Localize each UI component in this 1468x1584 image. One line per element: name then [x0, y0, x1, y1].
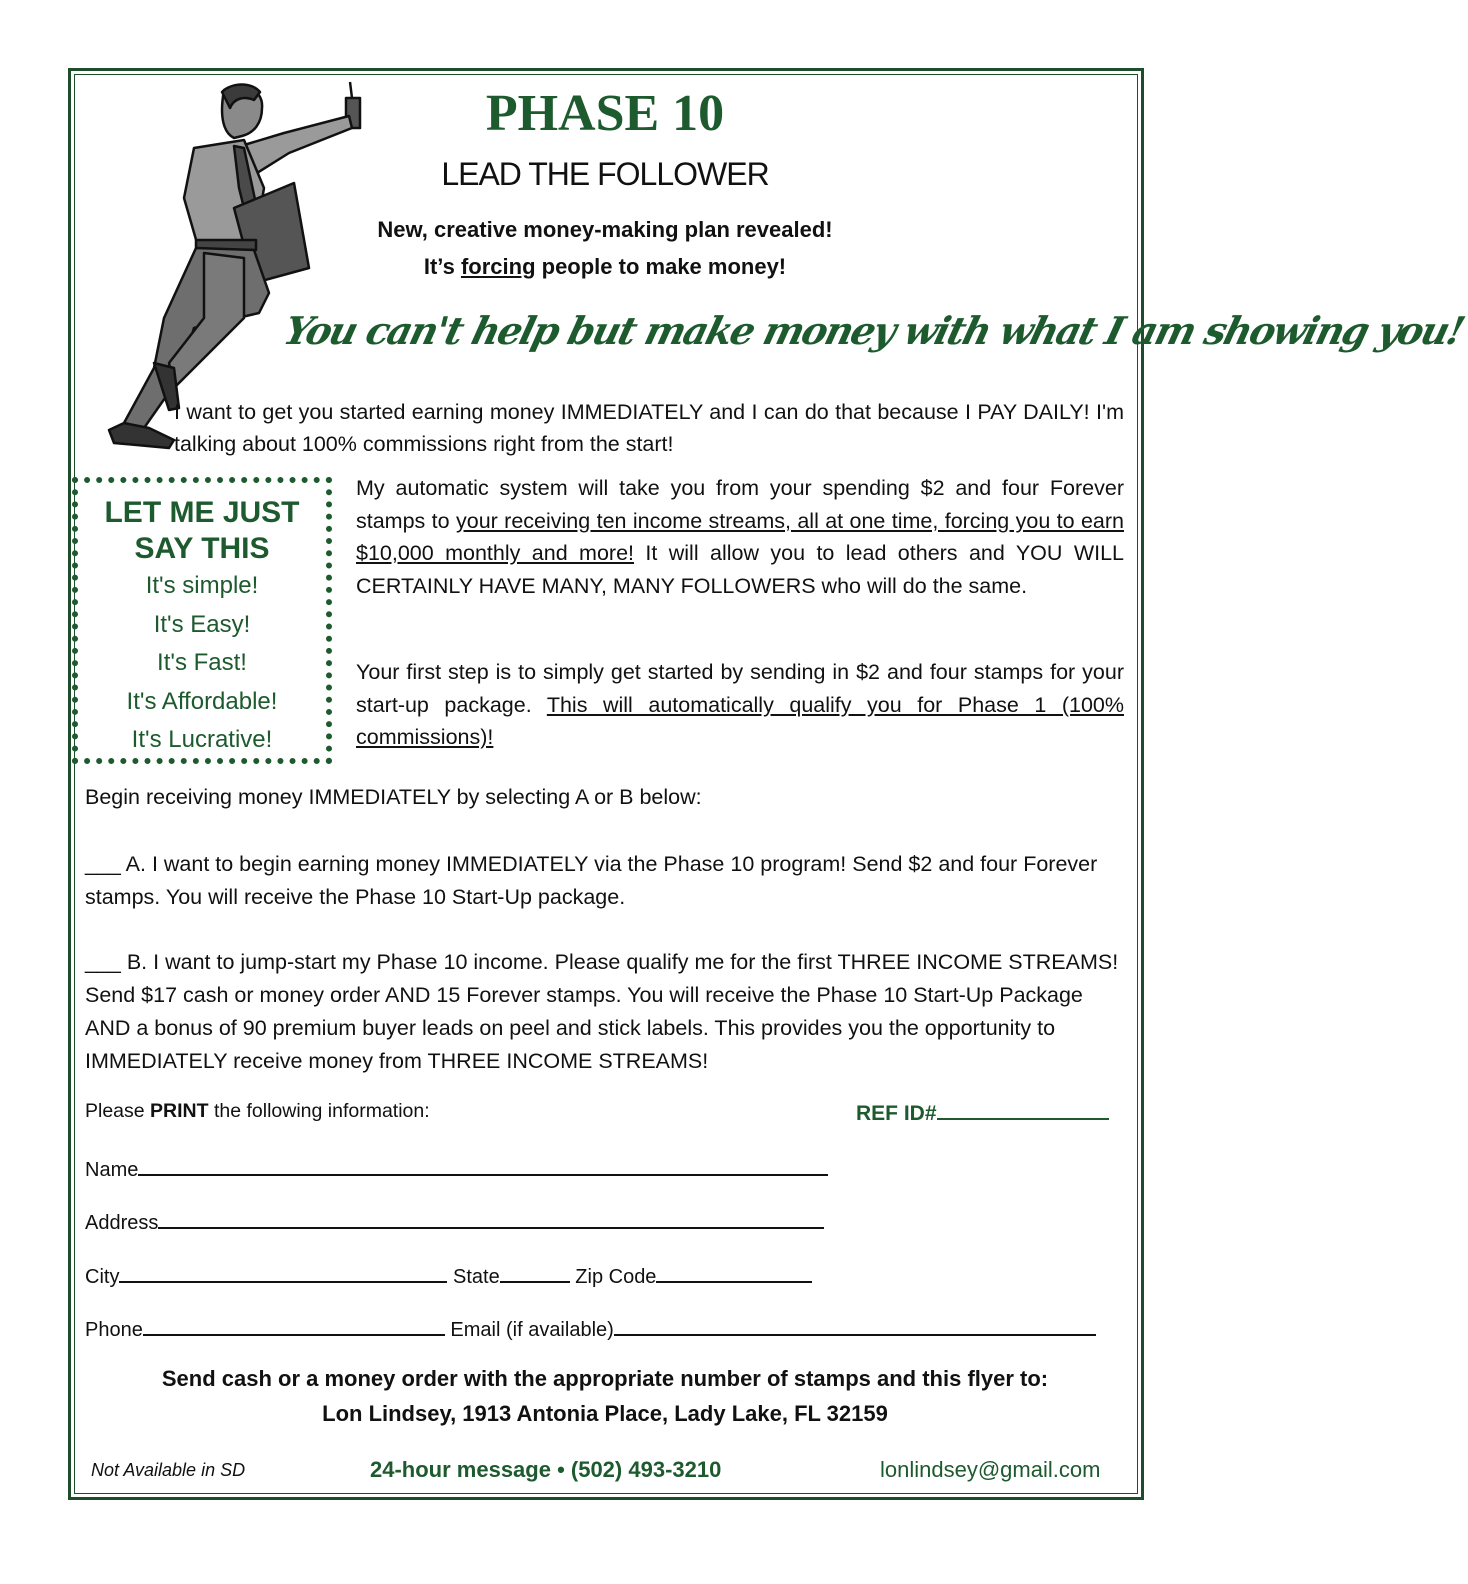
- tagline-1: New, creative money-making plan revealed!: [377, 217, 833, 242]
- option-b[interactable]: ___ B. I want to jump-start my Phase 10 income. Please qualify me for the first THREE INCOME STREAMS! Send $17 cash or money order AND 15 Forever stamps. You will receive the Phase 10 Start-Up Package AND a bonus of 90 premium buyer leads on peel and stick labels. This provides you the opportunity to IMMEDIATELY receive money from THREE INCOME STREAMS!: [85, 950, 1119, 1073]
- page-title: PHASE 10: [485, 85, 725, 142]
- address-label: Address: [85, 1212, 159, 1234]
- tagline-2-emphasis: forcing: [460, 254, 536, 279]
- option-a[interactable]: ___ A. I want to begin earning money IMMEDIATELY via the Phase 10 program! Send $2 and four Forever stamps. You will receive the Phase 10 Start-Up package.: [85, 852, 1098, 909]
- system-paragraph-post: It will allow you to lead others and YOU WILL CERTAINLY HAVE MANY, MANY FOLLOWERS who will do the same.: [356, 541, 1124, 598]
- ref-id-blank[interactable]: [937, 1098, 1109, 1120]
- first-step-emphasis: This will automatically qualify you for Phase 1 (100% commissions)!: [356, 692, 1124, 749]
- city-state-zip-row: [85, 1261, 812, 1289]
- script-headline: You can't help but make money with what I am showing you!: [279, 308, 1468, 353]
- options-intro: Begin receiving money IMMEDIATELY by selecting A or B below:: [85, 785, 702, 809]
- email-blank[interactable]: [614, 1314, 1096, 1336]
- phone-label: Phone: [85, 1319, 143, 1341]
- highlight-heading: [78, 495, 326, 567]
- zip-blank[interactable]: [656, 1261, 812, 1283]
- system-paragraph: [356, 472, 1124, 602]
- tagline-2: [300, 254, 910, 280]
- mailing-instruction: Send cash or a money order with the appropriate number of stamps and this flyer to:: [161, 1366, 1049, 1391]
- print-instruction: [85, 1100, 430, 1123]
- highlight-item: It's Affordable!: [126, 687, 278, 715]
- ref-id-field[interactable]: [856, 1098, 1109, 1126]
- phone-message: 24-hour message • (502) 493-3210: [370, 1457, 722, 1482]
- name-field[interactable]: [85, 1154, 828, 1182]
- mailing-address: Lon Lindsey, 1913 Antonia Place, Lady Lake, FL 32159: [322, 1401, 888, 1426]
- zip-label: Zip Code: [575, 1266, 657, 1288]
- print-instruction-post: the following information:: [208, 1100, 430, 1122]
- shoe-icon: [109, 423, 174, 448]
- first-step-paragraph: [356, 656, 1124, 754]
- name-blank[interactable]: [138, 1154, 828, 1176]
- highlight-heading-line-2: SAY THIS: [134, 532, 270, 565]
- highlight-item: It's simple!: [145, 572, 259, 599]
- ref-id-label: REF ID#: [856, 1102, 937, 1125]
- state-label: State: [453, 1266, 500, 1288]
- highlight-heading-line-1: LET ME JUST: [104, 496, 300, 529]
- print-instruction-pre: Please: [85, 1100, 151, 1122]
- highlight-item: It's Easy!: [153, 610, 251, 638]
- highlight-item: It's Lucrative!: [131, 726, 273, 753]
- city-label: City: [85, 1266, 120, 1288]
- system-paragraph-emphasis: your receiving ten income streams, all at one time, forcing you to earn $10,000 monthly and more!: [356, 508, 1124, 565]
- address-field[interactable]: [85, 1207, 824, 1235]
- contact-email[interactable]: lonlindsey@gmail.com: [880, 1457, 1101, 1482]
- print-instruction-bold: PRINT: [150, 1100, 209, 1122]
- name-label: Name: [85, 1159, 139, 1181]
- address-blank[interactable]: [158, 1207, 824, 1229]
- phone-email-row: [85, 1314, 1096, 1342]
- highlight-item: It's Fast!: [157, 649, 247, 676]
- phone-blank[interactable]: [143, 1314, 445, 1336]
- intro-paragraph: I want to get you started earning money IMMEDIATELY and I can do that because I PAY DAILY! I'm talking about 100% commissions right from the start!: [174, 400, 1124, 456]
- availability-note: Not Available in SD: [91, 1460, 246, 1480]
- page-subtitle: LEAD THE FOLLOWER: [441, 156, 769, 192]
- system-paragraph-pre: My automatic system will take you from your spending $2 and four Forever stamps to: [356, 476, 1124, 533]
- city-blank[interactable]: [119, 1261, 447, 1283]
- highlight-box: [72, 477, 332, 764]
- email-label: Email (if available): [450, 1319, 614, 1341]
- state-blank[interactable]: [500, 1261, 570, 1283]
- first-step-pre: Your first step is to simply get started by sending in $2 and four stamps for your start-up package.: [356, 660, 1124, 717]
- tagline-2-post: people to make money!: [535, 254, 787, 279]
- tagline-2-pre: It’s: [423, 254, 461, 279]
